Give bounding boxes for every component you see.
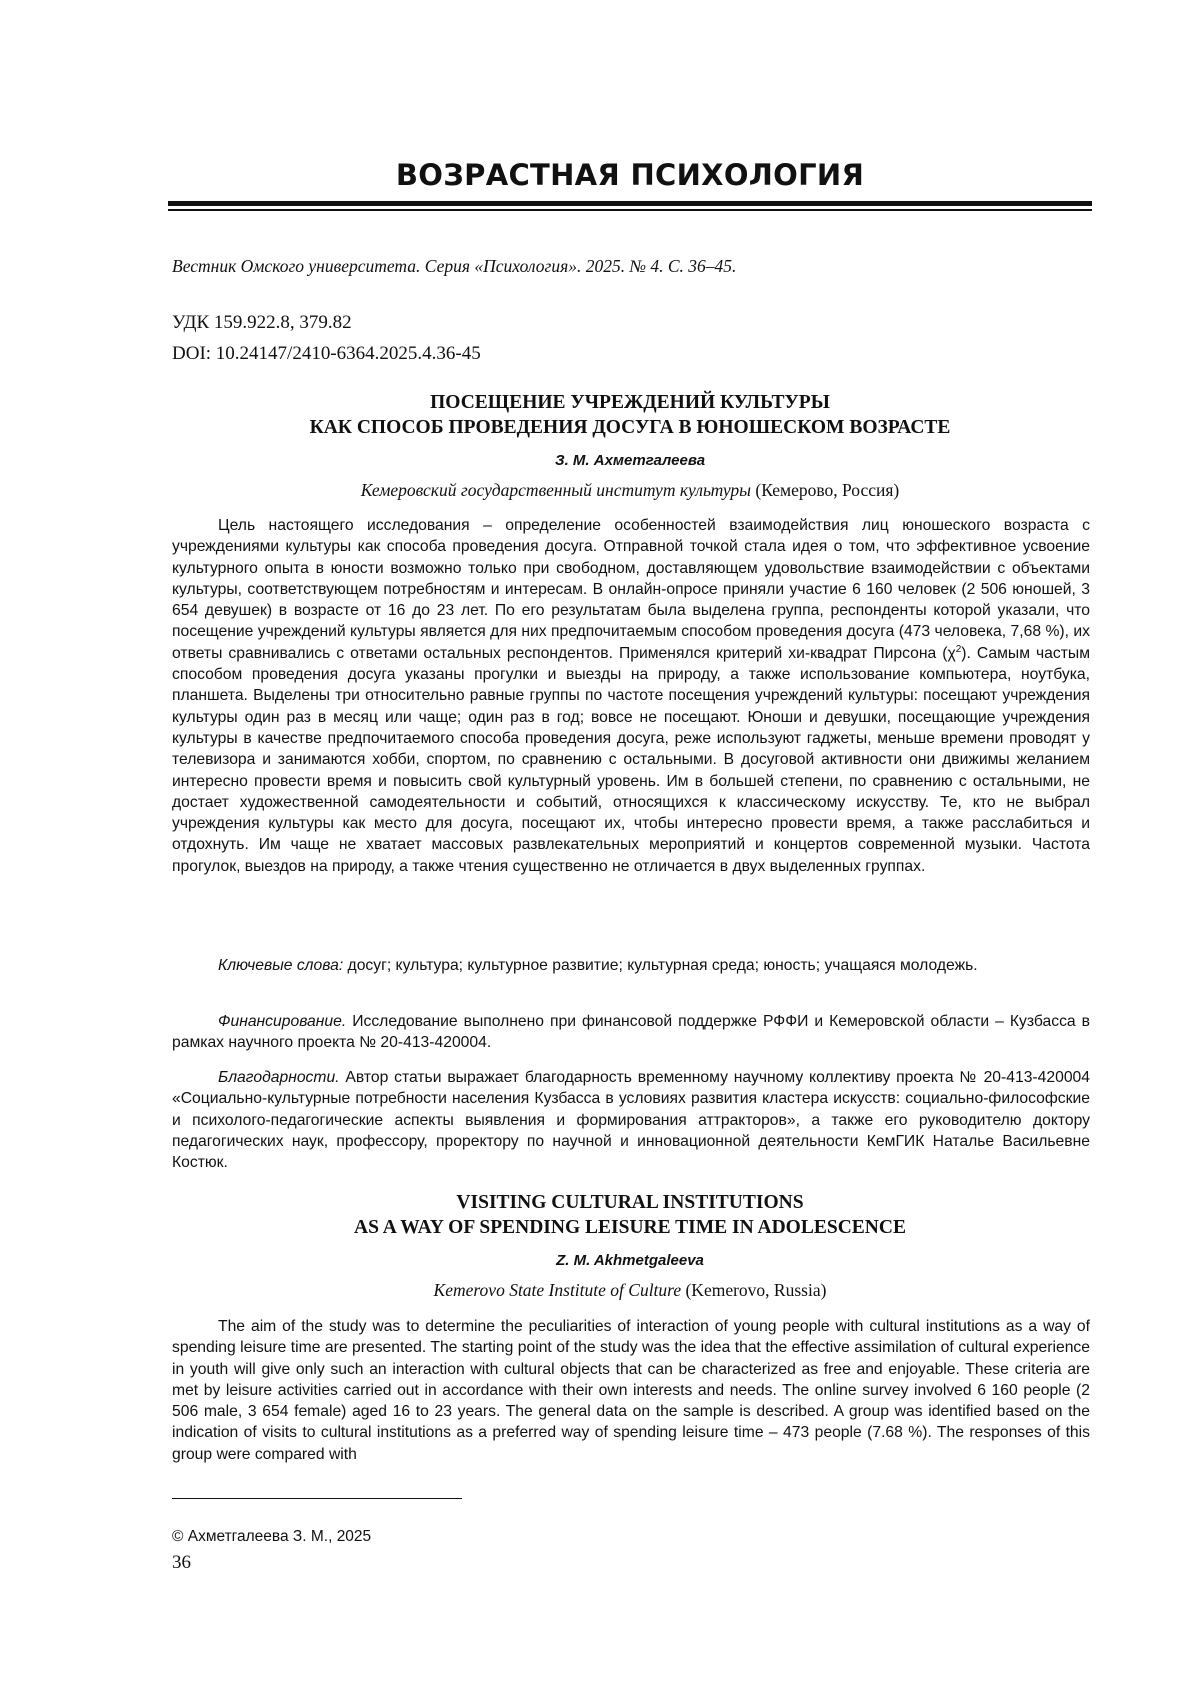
ru-abstract-text-1: Цель настоящего исследования – определение особенностей взаимодействия лиц юношеского возраста с учреждениями культуры как способа проведения досуга. Отправной точкой стала идея о том, что эффективное усвоение культурного опыта в юности возможно только при свободном, доставляющем удовольствие взаимодействии с объектами культуры, соответствующем потребностям и интересам. В онлайн-опросе приняли участие 6 160 человек (2 506 юношей, 3 654 девушек) в возрасте от 16 до 23 лет. По его результатам была выделена группа, респонденты которой указали, что посещение учреждений культуры является для них предпочитаемым способом проведения досуга (473 человека, 7,68 %), их ответы сравнивались с ответами остальных респондентов. Применялся критерий хи-квадрат Пирсона (χ [172,517,1090,662]
ru-funding [172,1011,1090,1054]
udk-code: УДК 159.922.8, 379.82 [172,312,352,333]
ru-keywords-text: досуг; культура; культурное развитие; культурная среда; юность; учащаяся молодежь. [343,957,978,974]
en-title [170,1190,1090,1240]
page-number: 36 [172,1552,191,1573]
ru-affiliation-name: Кемеровский государственный институт культуры [360,480,752,500]
header-rule-thin [168,209,1092,211]
en-abstract: The aim of the study was to determine the peculiarities of interaction of young people with cultural institutions as a way of spending leisure time are presented. The starting point of the study was the idea that the effective assimilation of cultural experience in youth will give only such an interaction with cultural objects that can be characterized as free and enjoyable. These criteria are met by leisure activities carried out in accordance with their own interests and needs. The online survey involved 6 160 people (2 506 male, 3 654 female) aged 16 to 23 years. The general data on the sample is described. A group was identified based on the indication of visits to cultural institutions as a preferred way of spending leisure time – 473 people (7.68 %). The responses of this group were compared with [172,1318,1090,1463]
doi: DOI: 10.24147/2410-6364.2025.4.36-45 [172,343,481,364]
en-author: Z. M. Akhmetgaleeva [556,1252,704,1269]
ru-acknowledgements-label: Благодарности. [218,1069,340,1086]
journal-citation: Вестник Омского университета. Серия «Психология». 2025. № 4. С. 36–45. [172,256,737,276]
ru-affiliation [170,480,1090,501]
ru-title [170,390,1090,440]
ru-title-line-1: ПОСЕЩЕНИЕ УЧРЕЖДЕНИЙ КУЛЬТУРЫ [430,392,830,413]
ru-author: З. М. Ахметгалеева [554,452,706,469]
footnote-rule [172,1498,462,1499]
ru-keywords [172,955,1090,976]
en-title-line-2: AS A WAY OF SPENDING LEISURE TIME IN ADOLESCENCE [354,1217,906,1238]
ru-affiliation-place: (Кемерово, Россия) [751,480,900,500]
ru-acknowledgements [172,1067,1090,1173]
ru-abstract-text-2: ). Самым частым способом проведения досуга указаны прогулки и выезды на природу, а также использование компьютера, ноутбука, планшета. Выделены три относительно равные группы по частоте посещения учреждений культуры: посещают учреждения культуры один раз в месяц или чаще; один раз в год; вовсе не посещают. Юноши и девушки, посещающие учреждения культуры в качестве предпочитаемого способа проведения досуга, реже используют гаджеты, меньше времени проводят у телевизора и занимаются хобби, спортом, по сравнению с остальными. В досуговой активности они движимы желанием интересно провести время и повысить свой культурный уровень. Им в большей степени, по сравнению с остальными, не достает художественной самодеятельности и событий, относящихся к классическому искусству. Те, кто не выбрал учреждения культуры как место для досуга, посещают их, чтобы интересно провести время, а также расслабиться и отдохнуть. Им чаще не хватает массовых развлекательных мероприятий и концертов современной музыки. Частота прогулок, выездов на природу, а также чтения существенно не отличается в двух выделенных группах. [172,644,1090,875]
ru-abstract-superscript: 2 [955,643,962,655]
section-header: ВОЗРАСТНАЯ ПСИХОЛОГИЯ [395,158,865,192]
ru-title-line-2: КАК СПОСОБ ПРОВЕДЕНИЯ ДОСУГА В ЮНОШЕСКОМ ВОЗРАСТЕ [309,417,951,438]
copyright-note: © Ахметгалеева З. М., 2025 [172,1528,372,1545]
ru-abstract [172,515,1090,877]
ru-funding-label: Финансирование. [218,1013,347,1030]
en-title-line-1: VISITING CULTURAL INSTITUTIONS [456,1192,804,1213]
en-affiliation-place: (Kemerovo, Russia) [681,1280,827,1300]
en-affiliation [170,1280,1090,1301]
ru-funding-text: Исследование выполнено при финансовой поддержке РФФИ и Кемеровской области – Кузбасса в рамках научного проекта № 20-413-420004. [172,1013,1090,1052]
header-rule-thick [168,201,1092,206]
ru-keywords-label: Ключевые слова: [218,957,344,974]
ru-acknowledgements-text: Автор статьи выражает благодарность временному научному коллективу проекта № 20-413-420004 «Социально-культурные потребности населения Кузбасса в условиях развития кластера искусств: социально-философские и психолого-педагогические аспекты выявления и формирования аттракторов», а также его руководителю доктору педагогических наук, профессору, проректору по научной и инновационной деятельности КемГИК Наталье Васильевне Костюк. [172,1069,1090,1172]
en-affiliation-name: Kemerovo State Institute of Culture [433,1280,682,1300]
